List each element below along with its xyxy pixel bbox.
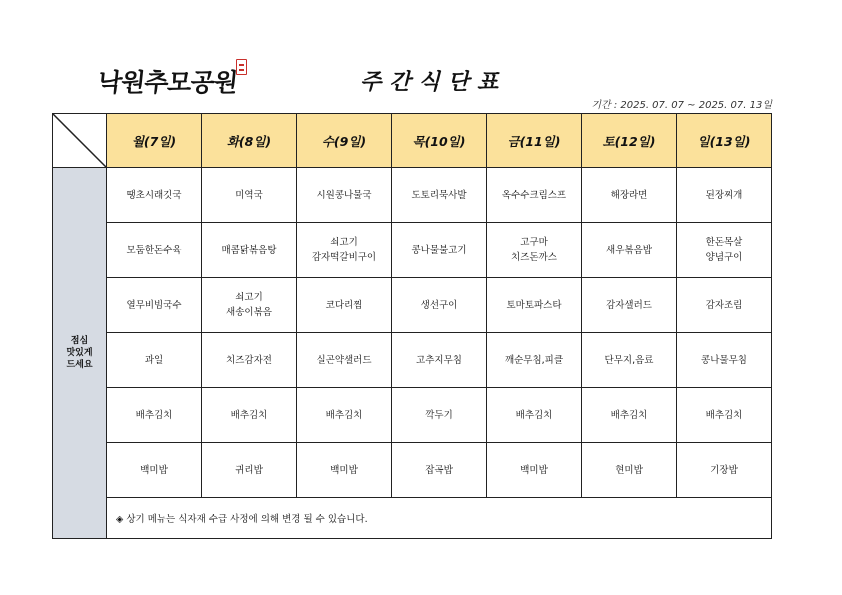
menu-cell-fri: 옥수수크림스프: [487, 168, 582, 223]
menu-row: [53, 168, 772, 223]
menu-cell-sun: 콩나물무침: [677, 333, 772, 388]
day-header-fri: 금(11일): [487, 114, 582, 168]
menu-cell-mon: 땡초시래깃국: [107, 168, 202, 223]
menu-cell-mon: 모둠한돈수육: [107, 223, 202, 278]
menu-cell-fri: 백미밥: [487, 443, 582, 498]
day-header-thu: 목(10일): [392, 114, 487, 168]
menu-cell-tue: 미역국: [202, 168, 297, 223]
menu-cell-sun: 배추김치: [677, 388, 772, 443]
menu-cell-sat: 새우볶음밥: [582, 223, 677, 278]
table-corner: [53, 114, 107, 168]
menu-cell-tue: 배추김치: [202, 388, 297, 443]
logo-seal-icon: [236, 59, 247, 75]
menu-cell-tue: 귀리밥: [202, 443, 297, 498]
menu-cell-mon: 과일: [107, 333, 202, 388]
day-header-wed: 수(9일): [297, 114, 392, 168]
menu-cell-fri: 고구마 치즈돈까스: [487, 223, 582, 278]
menu-row: [53, 278, 772, 333]
menu-cell-tue: 매콤닭볶음탕: [202, 223, 297, 278]
logo: 낙원추모공원: [96, 68, 239, 97]
menu-cell-tue: 치즈감자전: [202, 333, 297, 388]
menu-row: [53, 388, 772, 443]
menu-cell-wed: 쇠고기 감자떡갈비구이: [297, 223, 392, 278]
menu-cell-sat: 현미밥: [582, 443, 677, 498]
menu-cell-mon: 백미밥: [107, 443, 202, 498]
menu-cell-wed: 백미밥: [297, 443, 392, 498]
menu-period: 기간 : 2025. 07. 07 ~ 2025. 07. 13일: [591, 100, 772, 111]
menu-cell-sat: 단무지,음료: [582, 333, 677, 388]
menu-row: [53, 223, 772, 278]
menu-cell-wed: 실곤약샐러드: [297, 333, 392, 388]
day-header-tue: 화(8일): [202, 114, 297, 168]
day-header-sat: 토(12일): [582, 114, 677, 168]
menu-cell-wed: 코다리찜: [297, 278, 392, 333]
menu-row: [53, 443, 772, 498]
page-title: 주간식단표: [360, 70, 507, 95]
menu-cell-fri: 토마토파스타: [487, 278, 582, 333]
diagonal-line-icon: [53, 114, 106, 167]
menu-cell-wed: 시원콩나물국: [297, 168, 392, 223]
menu-change-note: ◈ 상기 메뉴는 식자재 수급 사정에 의해 변경 될 수 있습니다.: [107, 498, 772, 539]
menu-cell-thu: 생선구이: [392, 278, 487, 333]
menu-cell-thu: 잡곡밥: [392, 443, 487, 498]
day-header-mon: 월(7일): [107, 114, 202, 168]
day-header-row: [53, 114, 772, 168]
menu-cell-sat: 배추김치: [582, 388, 677, 443]
menu-cell-sun: 한돈목살 양념구이: [677, 223, 772, 278]
menu-cell-fri: 배추김치: [487, 388, 582, 443]
menu-cell-mon: 배추김치: [107, 388, 202, 443]
day-header-sun: 일(13일): [677, 114, 772, 168]
menu-cell-fri: 깨순무침,피클: [487, 333, 582, 388]
menu-cell-sat: 감자샐러드: [582, 278, 677, 333]
menu-cell-wed: 배추김치: [297, 388, 392, 443]
menu-cell-thu: 고추지무침: [392, 333, 487, 388]
meal-label: 점심 맛있게 드세요: [53, 168, 107, 539]
menu-cell-mon: 열무비빔국수: [107, 278, 202, 333]
menu-row: [53, 333, 772, 388]
menu-cell-sun: 감자조림: [677, 278, 772, 333]
menu-cell-thu: 콩나물불고기: [392, 223, 487, 278]
menu-cell-sat: 해장라면: [582, 168, 677, 223]
menu-cell-sun: 기장밥: [677, 443, 772, 498]
menu-cell-thu: 깍두기: [392, 388, 487, 443]
menu-cell-thu: 도토리묵사발: [392, 168, 487, 223]
weekly-menu-table: [52, 113, 772, 539]
menu-cell-tue: 쇠고기 새송이볶음: [202, 278, 297, 333]
note-row: [53, 498, 772, 539]
menu-cell-sun: 된장찌개: [677, 168, 772, 223]
